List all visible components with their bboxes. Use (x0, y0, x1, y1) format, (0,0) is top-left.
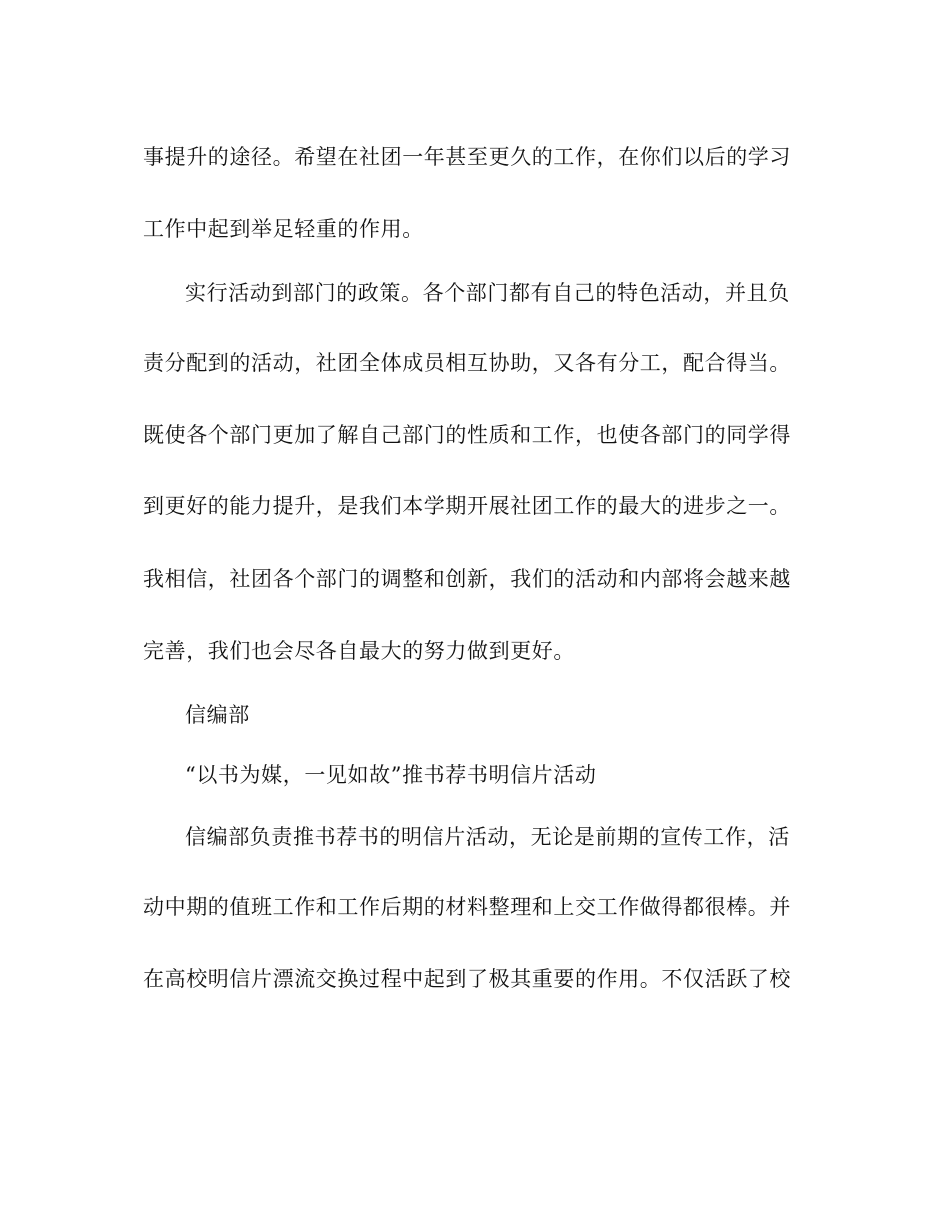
text-line-12: 动中期的值班工作和工作后期的材料整理和上交工作做得都很棒。并 (143, 895, 791, 919)
text-line-1: 事提升的途径。希望在社团一年甚至更久的工作，在你们以后的学习 (143, 145, 791, 169)
text-line-2: 工作中起到举足轻重的作用。 (143, 217, 424, 241)
text-line-13: 在高校明信片漂流交换过程中起到了极其重要的作用。不仅活跃了校 (143, 967, 791, 991)
section-heading: 信编部 (185, 703, 250, 727)
text-line-11: 信编部负责推书荐书的明信片活动，无论是前期的宣传工作，活 (185, 825, 790, 849)
text-line-5: 既使各个部门更加了解自己部门的性质和工作，也使各部门的同学得 (143, 423, 791, 447)
text-line-4: 责分配到的活动，社团全体成员相互协助，又各有分工，配合得当。 (143, 351, 791, 375)
text-line-6: 到更好的能力提升，是我们本学期开展社团工作的最大的进步之一。 (143, 494, 791, 518)
text-line-7: 我相信，社团各个部门的调整和创新，我们的活动和内部将会越来越 (143, 567, 791, 591)
text-line-3: 实行活动到部门的政策。各个部门都有自己的特色活动，并且负 (185, 281, 790, 305)
text-line-8: 完善，我们也会尽各自最大的努力做到更好。 (143, 639, 575, 663)
activity-title: “以书为媒，一见如故”推书荐书明信片活动 (185, 763, 597, 787)
